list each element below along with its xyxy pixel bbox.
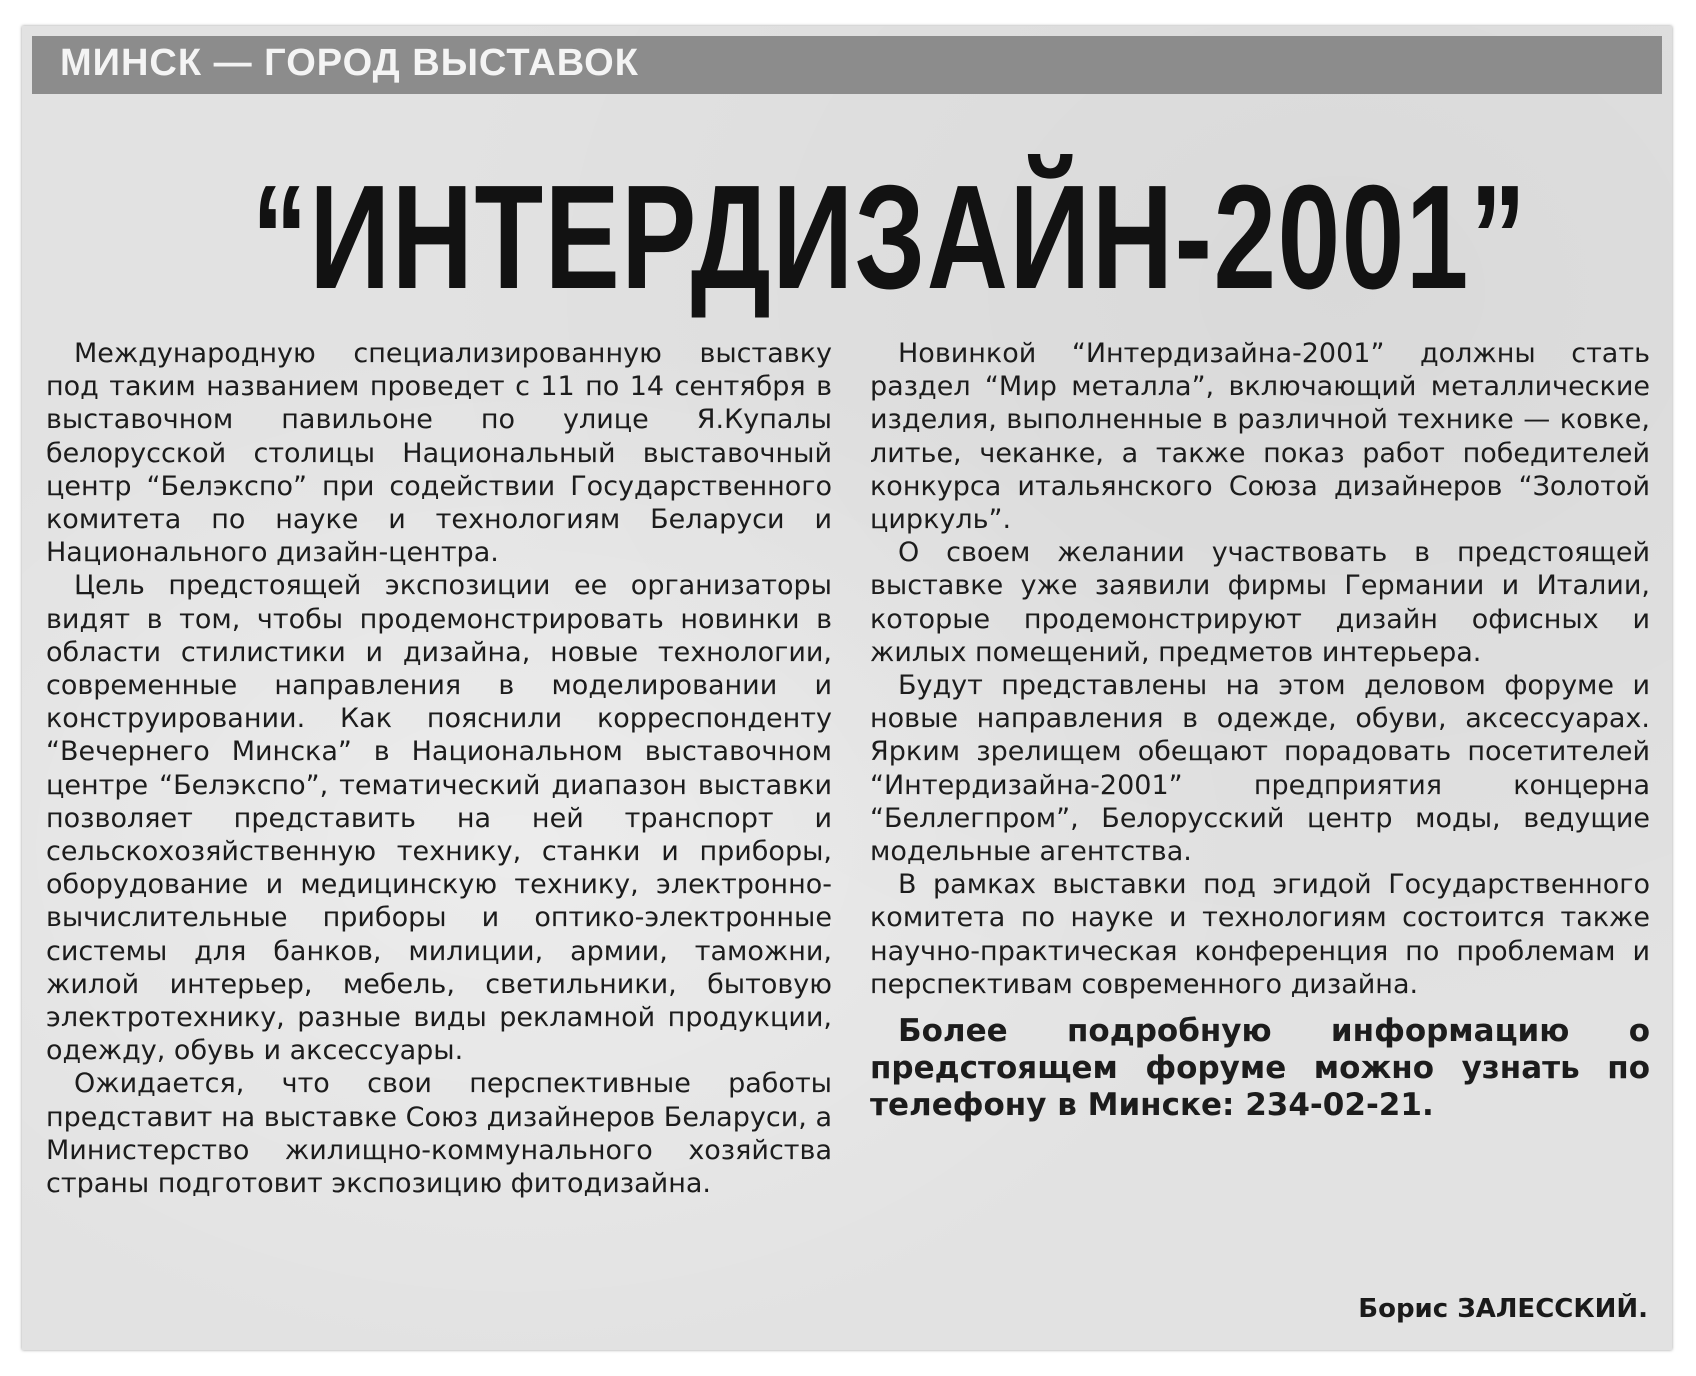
paragraph: Новинкой “Интердизайна-2001” должны стать раздел “Мир металла”, включающий металлические изделия, выполненные в различной технике — ковке, литье, чеканке, а также показ работ победителей конкурса итальянского Союза дизайнеров “Золотой циркуль”. xyxy=(870,338,1650,536)
paragraph: Международную специализированную выставку под таким названием проведет с 11 по 14 сентября в выставочном павильоне по улице Я.Купалы белорусской столицы Национальный выставочный центр “Белэкспо” при содействии Государственного комитета по науке и технологиям Беларуси и Национального дизайн-центра. xyxy=(46,338,832,569)
newspaper-clipping xyxy=(22,26,1672,1350)
left-column xyxy=(46,337,832,1200)
rubric-bar xyxy=(32,36,1662,94)
article-headline: “ИНТЕРДИЗАЙН-2001” xyxy=(251,155,1528,320)
paragraph: О своем желании участвовать в предстоящей выставке уже заявили фирмы Германии и Италии, которые продемонстрируют дизайн офисных и жилых помещений, предметов интерьера. xyxy=(870,537,1650,668)
rubric-title: МИНСК — ГОРОД ВЫСТАВОК xyxy=(60,42,639,84)
paragraph: Ожидается, что свои перспективные работы представит на выставке Союз дизайнеров Беларуси, а Министерство жилищно-коммунального хозяйства страны подготовит экспозицию фитодизайна. xyxy=(46,1068,832,1200)
paragraph: В рамках выставки под эгидой Государственного комитета по науке и технологиям состоится также научно-практическая конференция по проблемам и перспективам современного дизайна. xyxy=(870,869,1650,1000)
author-byline: Борис ЗАЛЕССКИЙ. xyxy=(1358,1294,1648,1324)
paragraph: Цель предстоящей экспозиции ее организаторы видят в том, чтобы продемонстрировать новинки в области стилистики и дизайна, новые технологии, современные направления в моделировании и конструировании. Как пояснили корреспонденту “Вечернего Минска” в Национальном выставочном центре “Белэкспо”, тематический диапазон выставки позволяет представить на ней транспорт и сельскохозяйственную технику, станки и приборы, оборудование и медицинскую технику, электронно-вычислительные приборы и оптико-электронные системы для банков, милиции, армии, таможни, жилой интерьер, мебель, светильники, бытовую электротехнику, разные виды рекламной продукции, одежду, обувь и аксессуары. xyxy=(46,570,832,1067)
right-column xyxy=(870,337,1650,1124)
contact-note: Более подробную информацию о предстоящем форуме можно узнать по телефону в Минске: 234-02-21. xyxy=(870,1013,1650,1124)
paragraph: Будут представлены на этом деловом форуме и новые направления в одежде, обуви, аксессуарах. Ярким зрелищем обещают порадовать посетителей “Интердизайна-2001” предприятия концерна “Беллегпром”, Белорусский центр моды, ведущие модельные агентства. xyxy=(870,670,1650,868)
